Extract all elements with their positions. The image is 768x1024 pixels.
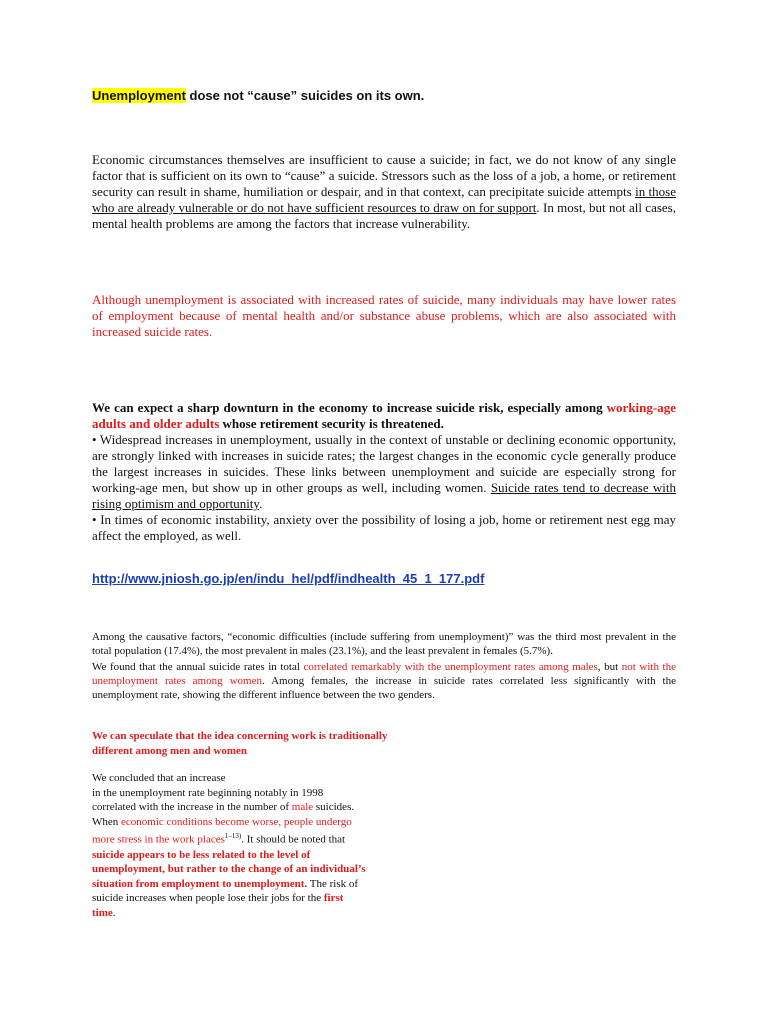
text-fragment: . bbox=[112, 907, 116, 919]
speculation-line-2: different among men and women bbox=[92, 745, 248, 757]
conclusion-block bbox=[92, 771, 432, 921]
conclusion-line bbox=[92, 829, 432, 847]
conclusion-line: in the unemployment rate beginning notably in 1998 bbox=[92, 786, 324, 799]
bullet-item-1 bbox=[92, 432, 676, 512]
findings-text-c: . Among females, the increase in suicide rates correlated less significantly with the unemployment rate, showing the different influence between the two genders. bbox=[92, 675, 677, 701]
heading-text-start: We can expect a sharp downturn in the economy to increase suicide risk, especially among bbox=[92, 400, 607, 415]
bullet1-underlined: Suicide rates tend to decrease with rising optimism and opportunity bbox=[92, 480, 676, 511]
highlighted-keyword: Unemployment bbox=[92, 88, 186, 103]
text-fragment: When bbox=[92, 815, 122, 828]
conclusion-line: unemployment, but rather to the change of an individual’s bbox=[92, 863, 366, 876]
findings-text-b: , but bbox=[597, 661, 622, 673]
speculation-heading bbox=[92, 729, 492, 759]
heading-text-end: whose retirement security is threatened. bbox=[219, 416, 444, 431]
findings-paragraph bbox=[92, 660, 676, 702]
conclusion-line bbox=[92, 877, 432, 892]
red-bold-fragment: time bbox=[92, 907, 113, 919]
red-fragment: more stress in the work places bbox=[92, 834, 225, 847]
conclusion-line bbox=[92, 815, 432, 830]
red-bold-fragment: first bbox=[323, 892, 344, 905]
causative-factors-paragraph: Among the causative factors, “economic difficulties (include suffering from unemployment)” was the third most prevalent in the total population (17.4%), the most prevalent in males (23.1%), and the least prevalent in females (5.7%). bbox=[92, 631, 676, 657]
paragraph-unemployment-association: Although unemployment is associated with increased rates of suicide, many individuals may have lower rates of employment because of mental health and/or substance abuse problems, which are also associated with increased suicide rates. bbox=[92, 292, 676, 339]
conclusion-line: We concluded that an increase bbox=[92, 772, 226, 784]
source-link[interactable]: http://www.jniosh.go.jp/en/indu_hel/pdf/indhealth_45_1_177.pdf bbox=[92, 571, 485, 586]
conclusion-line: suicide appears to be less related to the level of bbox=[92, 848, 311, 861]
red-fragment: economic conditions become worse, people undergo bbox=[121, 815, 352, 828]
speculation-line-1: We can speculate that the idea concerning work is traditionally bbox=[92, 730, 388, 742]
bullet-item-2: • In times of economic instability, anxiety over the possibility of losing a job, home or retirement nest egg may affect the employed, as well. bbox=[92, 512, 676, 543]
conclusion-line bbox=[92, 906, 432, 921]
red-bold-fragment: situation from employment to unemployment. bbox=[92, 877, 308, 890]
text-fragment: suicide increases when people lose their jobs for the bbox=[92, 892, 324, 905]
document-title bbox=[92, 88, 424, 104]
text-fragment: suicides. bbox=[313, 801, 355, 814]
section-heading bbox=[92, 400, 676, 432]
bullet1-end: . bbox=[259, 496, 263, 511]
section-economic-downturn bbox=[92, 400, 676, 544]
findings-red-women: not with the unemployment rates among women bbox=[92, 661, 676, 687]
conclusion-line bbox=[92, 800, 432, 815]
text-fragment: The risk of bbox=[307, 877, 359, 890]
text-fragment: correlated with the increase in the number of bbox=[92, 801, 292, 814]
findings-text-a: We found that the annual suicide rates in total bbox=[92, 661, 304, 673]
para1-underlined-text: in those who are already vulnerable or do not have sufficient resources to draw on for support bbox=[92, 184, 676, 215]
citation-superscript: 1–13) bbox=[224, 832, 242, 841]
paragraph-economic-circumstances bbox=[92, 152, 676, 232]
heading-red-text: working-age adults and older adults bbox=[92, 400, 676, 431]
bullet1-text: • Widespread increases in unemployment, usually in the context of unstable or declining economic opportunity, are strongly linked with increases in suicide rates; the largest changes in the economic cycle generally produce the largest increases in suicides. These links between unemployment and suicide are especially strong for working-age men, but show up in other groups as well, including women. bbox=[92, 432, 676, 495]
conclusion-line bbox=[92, 891, 432, 906]
para1-text-start: Economic circumstances themselves are insufficient to cause a suicide; in fact, we do not know of any single factor that is sufficient on its own to “cause” a suicide. Stressors such as the loss of a job, a home, or retirement security can result in shame, humiliation or despair, and in that context, can precipitate suicide attempts bbox=[92, 152, 676, 199]
section-causative-factors bbox=[92, 630, 676, 702]
findings-red-males: correlated remarkably with the unemployment rates among males bbox=[303, 661, 598, 673]
red-fragment: male bbox=[291, 801, 314, 814]
title-text: dose not “cause” suicides on its own. bbox=[185, 88, 425, 103]
para1-text-end: . In most, but not all cases, mental health problems are among the factors that increase vulnerability. bbox=[92, 200, 676, 231]
text-fragment: . It should be noted that bbox=[241, 834, 346, 847]
